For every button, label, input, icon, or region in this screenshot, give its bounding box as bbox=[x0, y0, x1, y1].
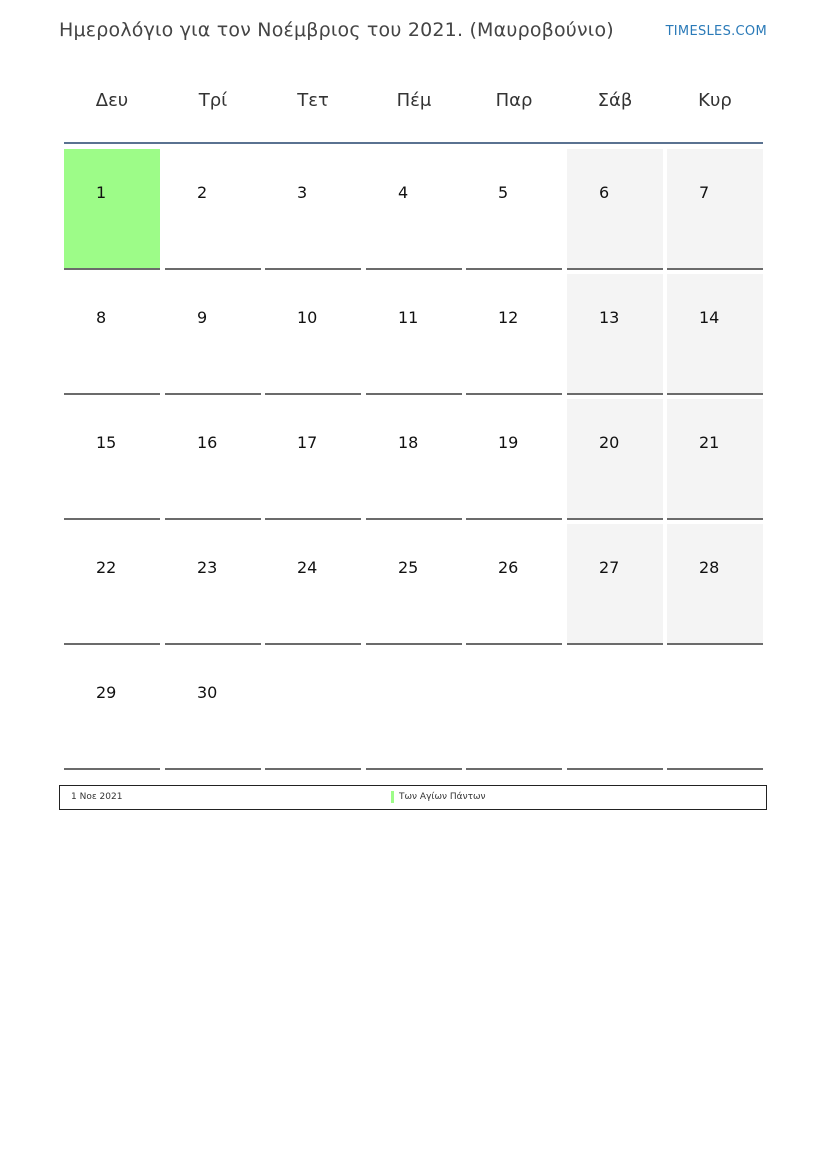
day-number: 15 bbox=[96, 433, 117, 452]
day-number: 3 bbox=[297, 183, 308, 202]
empty-day-cell bbox=[366, 649, 462, 770]
day-number: 10 bbox=[297, 308, 318, 327]
site-link[interactable]: TIMESLES.COM bbox=[665, 24, 767, 39]
day-number: 27 bbox=[599, 558, 620, 577]
day-number: 19 bbox=[498, 433, 519, 452]
day-number: 20 bbox=[599, 433, 620, 452]
day-cell[interactable] bbox=[165, 649, 261, 770]
day-cell[interactable] bbox=[567, 524, 663, 645]
day-cell[interactable] bbox=[667, 274, 763, 395]
day-number: 9 bbox=[197, 308, 208, 327]
empty-day-cell bbox=[667, 649, 763, 770]
day-number: 24 bbox=[297, 558, 318, 577]
weekday-fri: Παρ bbox=[495, 90, 533, 111]
day-cell[interactable] bbox=[265, 399, 361, 520]
day-number: 30 bbox=[197, 683, 218, 702]
day-number: 14 bbox=[699, 308, 720, 327]
empty-day-cell bbox=[466, 649, 562, 770]
day-cell[interactable] bbox=[165, 149, 261, 270]
day-number: 25 bbox=[398, 558, 419, 577]
day-cell[interactable] bbox=[466, 524, 562, 645]
day-number: 17 bbox=[297, 433, 318, 452]
day-cell[interactable] bbox=[466, 274, 562, 395]
day-cell[interactable] bbox=[265, 149, 361, 270]
day-number: 4 bbox=[398, 183, 409, 202]
holiday-date: 1 Νοε 2021 bbox=[71, 792, 123, 802]
day-number: 29 bbox=[96, 683, 117, 702]
weekday-thu: Πέμ bbox=[396, 90, 432, 111]
day-cell[interactable] bbox=[64, 399, 160, 520]
weekday-sun: Κυρ bbox=[698, 90, 732, 111]
holiday-color-marker bbox=[391, 791, 394, 803]
empty-day-cell bbox=[265, 649, 361, 770]
weekday-tue: Τρί bbox=[198, 90, 228, 111]
holiday-legend bbox=[59, 785, 767, 810]
weekday-wed: Τετ bbox=[297, 90, 329, 111]
day-number: 23 bbox=[197, 558, 218, 577]
weekday-mon: Δευ bbox=[95, 90, 129, 111]
day-cell[interactable] bbox=[466, 399, 562, 520]
day-cell[interactable] bbox=[567, 399, 663, 520]
day-cell[interactable] bbox=[567, 149, 663, 270]
day-cell[interactable] bbox=[265, 274, 361, 395]
day-number: 18 bbox=[398, 433, 419, 452]
day-cell[interactable] bbox=[366, 274, 462, 395]
day-number: 8 bbox=[96, 308, 107, 327]
page-title: Ημερολόγιο για τον Νοέμβριος του 2021. (Μαυροβούνιο) bbox=[59, 19, 614, 41]
day-number: 22 bbox=[96, 558, 117, 577]
day-number: 1 bbox=[96, 183, 107, 202]
day-cell[interactable] bbox=[165, 274, 261, 395]
day-cell[interactable] bbox=[466, 149, 562, 270]
day-number: 12 bbox=[498, 308, 519, 327]
day-number: 21 bbox=[699, 433, 720, 452]
day-cell[interactable] bbox=[64, 524, 160, 645]
day-number: 11 bbox=[398, 308, 419, 327]
day-number: 28 bbox=[699, 558, 720, 577]
day-cell[interactable] bbox=[64, 149, 160, 270]
day-number: 16 bbox=[197, 433, 218, 452]
day-number: 2 bbox=[197, 183, 208, 202]
day-cell[interactable] bbox=[165, 524, 261, 645]
day-cell[interactable] bbox=[567, 274, 663, 395]
day-number: 13 bbox=[599, 308, 620, 327]
day-cell[interactable] bbox=[366, 399, 462, 520]
header-divider bbox=[64, 142, 763, 144]
day-number: 5 bbox=[498, 183, 509, 202]
day-cell[interactable] bbox=[165, 399, 261, 520]
day-number: 6 bbox=[599, 183, 610, 202]
empty-day-cell bbox=[567, 649, 663, 770]
weekday-header-row bbox=[64, 90, 763, 120]
day-cell[interactable] bbox=[265, 524, 361, 645]
day-cell[interactable] bbox=[366, 149, 462, 270]
day-cell[interactable] bbox=[667, 399, 763, 520]
day-cell[interactable] bbox=[366, 524, 462, 645]
weekday-sat: Σάβ bbox=[597, 90, 633, 111]
day-cell[interactable] bbox=[667, 149, 763, 270]
day-cell[interactable] bbox=[64, 649, 160, 770]
day-number: 7 bbox=[699, 183, 710, 202]
day-number: 26 bbox=[498, 558, 519, 577]
day-cell[interactable] bbox=[667, 524, 763, 645]
day-cell[interactable] bbox=[64, 274, 160, 395]
holiday-name: Των Αγίων Πάντων bbox=[399, 792, 486, 802]
